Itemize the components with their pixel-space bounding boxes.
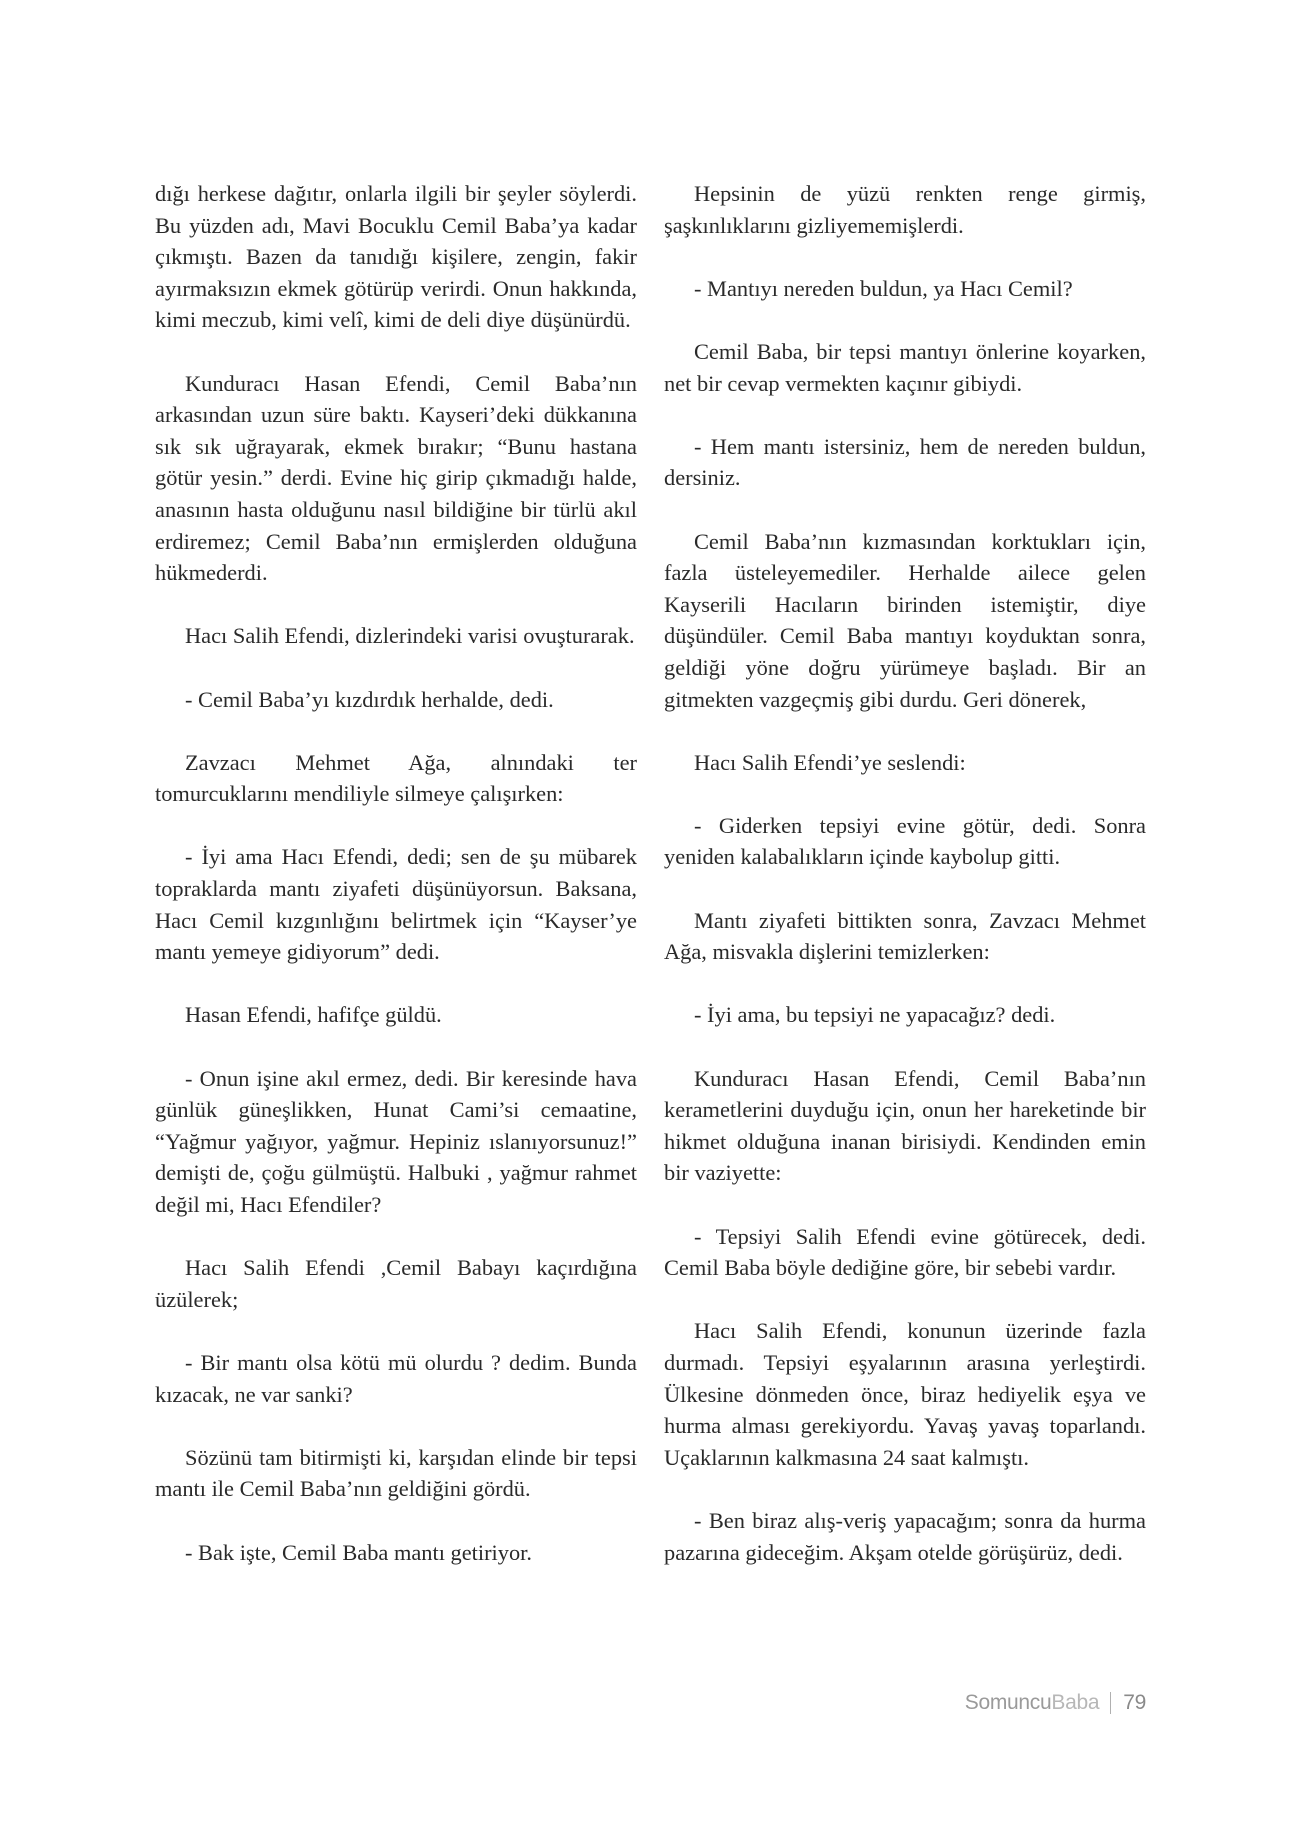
page-number: 79 — [1123, 1691, 1146, 1714]
paragraph: - İyi ama, bu tepsiyi ne yapacağız? dedi. — [694, 1002, 1056, 1028]
paragraph: Hacı Salih Efendi, dizlerindeki varisi ovuşturarak. — [185, 623, 635, 649]
logo-text-baba: Baba — [1051, 1691, 1100, 1714]
paragraph: Hepsinin de yüzü renkten renge girmiş, şaşkınlıklarını gizliyememişlerdi. — [664, 181, 1146, 238]
footer-divider — [1110, 1692, 1111, 1714]
paragraph: - Mantıyı nereden buldun, ya Hacı Cemil? — [694, 275, 1073, 301]
paragraph: - Onun işine akıl ermez, dedi. Bir keresinde hava günlük güneşlikken, Hunat Cami’si cemaatine, “Yağmur yağıyor, yağmur. Hepiniz ıslanıyorsunuz!” demişti de, çoğu gülmüştü. Halbuki , yağmur rahmet değil mi, Hacı Efendiler? — [155, 1065, 637, 1217]
paragraph: Mantı ziyafeti bittikten sonra, Zavzacı Mehmet Ağa, misvakla dişlerini temizlerken: — [664, 907, 1146, 965]
page-footer — [965, 1691, 1146, 1715]
paragraph: - Hem mantı istersiniz, hem de nereden buldun, dersiniz. — [664, 433, 1146, 491]
paragraph: - Tepsiyi Salih Efendi evine götürecek, dedi. Cemil Baba böyle dediğine göre, bir sebebi vardır. — [664, 1223, 1146, 1281]
paragraph: Hacı Salih Efendi, konunun üzerinde fazla durmadı. Tepsiyi eşyalarının arasına yerleştirdi. Ülkesine dönmeden önce, biraz hediyelik eşya ve hurma alması gerekiyordu. Yavaş yavaş toparlandı. Uçaklarının kalkmasına 24 saat kalmıştı. — [664, 1318, 1146, 1470]
paragraph: Cemil Baba’nın kızmasından korktukları için, fazla üsteleyemediler. Herhalde ailece gelen Kayserili Hacıların birinden istemiştir, diye düşündüler. Cemil Baba mantıyı koyduktan sonra, geldiği yöne doğru yürümeye başladı. Bir an gitmekten vazgeçmiş gibi durdu. Geri dönerek, — [664, 528, 1146, 712]
paragraph: - Bir mantı olsa kötü mü olurdu ? dedim. Bunda kızacak, ne var sanki? — [155, 1349, 637, 1407]
paragraph: Sözünü tam bitirmişti ki, karşıdan elinde bir tepsi mantı ile Cemil Baba’nın geldiğini gördü. — [155, 1444, 637, 1502]
paragraph: - Ben biraz alış-veriş yapacağım; sonra da hurma pazarına gideceğim. Akşam otelde görüşürüz, dedi. — [664, 1507, 1146, 1565]
paragraph: Cemil Baba, bir tepsi mantıyı önlerine koyarken, net bir cevap vermekten kaçınır gibiydi. — [664, 338, 1146, 396]
paragraph: - İyi ama Hacı Efendi, dedi; sen de şu mübarek topraklarda mantı ziyafeti düşünüyorsun. Baksana, Hacı Cemil kızgınlığını belirtmek için “Kayser’ye mantı yemeye gidiyorum” dedi. — [155, 844, 637, 965]
paragraph: Kunduracı Hasan Efendi, Cemil Baba’nın arkasından uzun süre baktı. Kayseri’deki dükkanına sık sık uğrayarak, ekmek bırakır; “Bunu hastana götür yesin.” derdi. Evine hiç girip çıkmadığı halde, anasının hasta olduğunu nasıl bildiğine bir türlü akıl erdiremez; Cemil Baba’nın ermişlerden olduğuna hükmederdi. — [155, 370, 637, 586]
paragraph: Zavzacı Mehmet Ağa, alnındaki ter tomurcuklarını mendiliyle silmeye çalışırken: — [155, 749, 637, 807]
paragraph: Kunduracı Hasan Efendi, Cemil Baba’nın kerametlerini duyduğu için, onun her hareketinde bir hikmet olduğuna inanan birisiydi. Kendinden emin bir vaziyette: — [664, 1065, 1146, 1186]
paragraph: - Giderken tepsiyi evine götür, dedi. Sonra yeniden kalabalıkların içinde kaybolup gitti. — [664, 812, 1146, 870]
paragraph: Hacı Salih Efendi ,Cemil Babayı kaçırdığına üzülerek; — [155, 1255, 637, 1312]
paragraph: - Bak işte, Cemil Baba mantı getiriyor. — [185, 1539, 532, 1565]
logo-text-somuncu: Somuncu — [964, 1691, 1052, 1714]
left-column — [155, 178, 637, 1600]
right-column — [664, 178, 1146, 1600]
paragraph: Hasan Efendi, hafifçe güldü. — [185, 1002, 442, 1028]
magazine-logo — [965, 1691, 1099, 1715]
paragraph: dığı herkese dağıtır, onlarla ilgili bir şeyler söylerdi. Bu yüzden adı, Mavi Bocuklu Cemil Baba’ya kadar çıkmıştı. Bazen da tanıdığı kişilere, zengin, fakir ayırmaksızın ekmek götürüp verirdi. Onun hakkında, kimi meczub, kimi velî, kimi de deli diye düşünürdü. — [155, 181, 637, 333]
paragraph: Hacı Salih Efendi’ye seslendi: — [694, 749, 966, 775]
paragraph: - Cemil Baba’yı kızdırdık herhalde, dedi. — [185, 686, 554, 712]
